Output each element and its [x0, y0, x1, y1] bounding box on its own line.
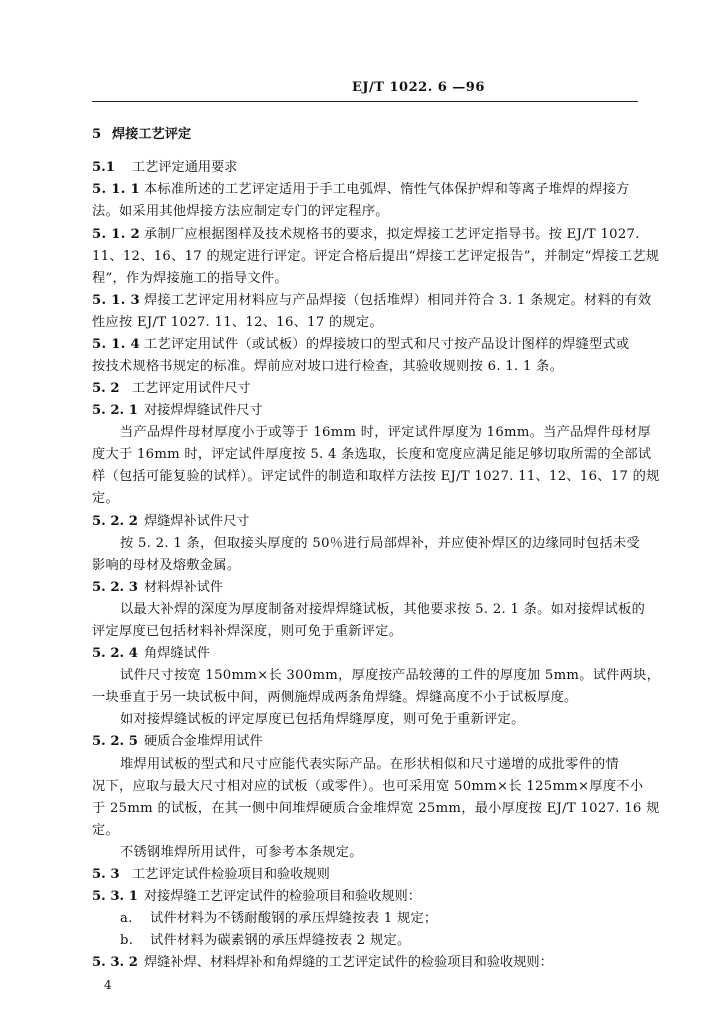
list-item-text: 试件材料为不锈耐酸钢的承压焊缝按表 1 规定；: [150, 911, 438, 926]
paragraph-5-2-4-line: 如对接焊缝试板的评定厚度已包括角焊缝厚度，则可免于重新评定。: [120, 712, 525, 727]
section-title: 工艺评定用试件尺寸: [132, 381, 251, 396]
clause-number: 5. 2. 5: [92, 734, 138, 749]
clause-number: 5. 2. 1: [92, 403, 138, 418]
section-5-1-heading: [92, 157, 238, 179]
clause-title: 角焊缝试件: [144, 646, 210, 661]
paragraph-5-1-2-line: 程”，作为焊接施工的指导文件。: [92, 271, 288, 286]
paragraph-text: 工艺评定用试件（或试板）的焊接坡口的型式和尺寸按产品设计图样的焊缝型式或: [144, 337, 630, 352]
paragraph-text: 焊接工艺评定用材料应与产品焊接（包括堆焊）相同并符合 3. 1 条规定。材料的有效: [144, 293, 652, 308]
paragraph-5-1-4-line: 按技术规格书规定的标准。焊前应对坡口进行检查，其验收规则按 6. 1. 1 条。: [92, 359, 564, 374]
clause-number: 5. 2. 4: [92, 646, 138, 661]
clause-number: 5. 1. 2: [92, 227, 140, 242]
paragraph-5-2-5-line: 于 25mm 的试板，在其一侧中间堆焊硬质合金堆焊宽 25mm，最小厚度按 EJ/T 1027. 16 规: [92, 801, 660, 816]
paragraph-5-1-3-line: 性应按 EJ/T 1027. 11、12、16、17 的规定。: [92, 315, 383, 330]
list-item: [120, 908, 437, 930]
section-number: 5: [92, 127, 102, 142]
list-item: [120, 930, 410, 952]
clause-number: 5. 2. 3: [92, 580, 138, 595]
clause-5-3-2-heading: [92, 952, 553, 974]
paragraph-5-2-4-line: 试件尺寸按宽 150mm×长 300mm，厚度按产品较薄的工件的厚度加 5mm。试件两块，: [120, 668, 661, 683]
paragraph-5-1-4-line: [92, 334, 630, 356]
clause-title: 材料焊补试件: [144, 580, 224, 595]
paragraph-5-1-2-line: 11、12、16、17 的规定进行评定。评定合格后提出“焊接工艺评定报告”，并制定“焊接工艺规: [92, 249, 660, 264]
paragraph-5-2-5-line: 堆焊用试板的型式和尺寸应能代表实际产品。在形状相似和尺寸递增的成批零件的情: [120, 757, 620, 772]
list-marker: b.: [120, 933, 134, 948]
clause-number: 5. 1. 3: [92, 293, 140, 308]
clause-title: 对接焊焊缝试件尺寸: [144, 403, 263, 418]
header-rule: [92, 101, 638, 102]
section-number: 5. 2: [92, 381, 120, 396]
paragraph-5-2-1-line: 度大于 16mm 时，评定试件厚度按 5. 4 条选取，长度和宽度应满足能足够切取所需的全部试: [92, 447, 652, 462]
paragraph-5-2-2-line: 影响的母材及熔敷金属。: [92, 558, 241, 573]
paragraph-5-2-3-line: 以最大补焊的深度为厚度制备对接焊焊缝试板，其他要求按 5. 2. 1 条。如对接焊试板的: [120, 602, 646, 617]
list-marker: a.: [120, 911, 133, 926]
paragraph-5-2-1-line: 样（包括可能复验的试样）。评定试件的制造和取样方法按 EJ/T 1027. 11、12、16、17 的规: [92, 469, 660, 484]
clause-number: 5. 1. 4: [92, 337, 140, 352]
section-5-heading: [92, 124, 191, 146]
paragraph-5-2-3-line: 评定厚度已包括材料补焊深度，则可免于重新评定。: [92, 624, 403, 639]
paragraph-text: 本标准所述的工艺评定适用于手工电弧焊、惰性气体保护焊和等离子堆焊的焊接方: [144, 182, 630, 197]
clause-5-2-1-heading: [92, 400, 263, 422]
paragraph-5-2-1-line: 当产品焊件母材厚度小于或等于 16mm 时，评定试件厚度为 16mm。当产品焊件母材厚: [120, 425, 652, 440]
list-item-text: 试件材料为碳素钢的承压焊缝按表 2 规定。: [150, 933, 411, 948]
paragraph-text: 承制厂应根据图样及技术规格书的要求，拟定焊接工艺评定指导书。按 EJ/T 1027.: [144, 227, 640, 242]
paragraph-5-1-1-line: [92, 179, 630, 201]
paragraph-5-1-3-line: [92, 290, 651, 312]
paragraph-5-1-2-line: [92, 224, 640, 246]
section-5-3-heading: [92, 864, 330, 886]
clause-title: 硬质合金堆焊用试件: [144, 734, 263, 749]
section-number: 5.1: [92, 160, 115, 175]
clause-5-2-5-heading: [92, 731, 263, 753]
section-5-2-heading: [92, 378, 251, 400]
section-title: 工艺评定试件检验项目和验收规则: [132, 867, 330, 882]
clause-number: 5. 1. 1: [92, 182, 140, 197]
paragraph-5-2-5-line: 不锈钢堆焊所用试件，可参考本条规定。: [120, 845, 363, 860]
clause-number: 5. 2. 2: [92, 514, 138, 529]
clause-5-2-4-heading: [92, 643, 210, 665]
section-title: 焊接工艺评定: [112, 127, 192, 142]
section-number: 5. 3: [92, 867, 120, 882]
paragraph-5-2-5-line: 定。: [92, 823, 119, 838]
clause-number: 5. 3. 2: [92, 955, 138, 970]
clause-5-2-2-heading: [92, 511, 250, 533]
clause-5-2-3-heading: [92, 577, 223, 599]
paragraph-5-1-1-line: 法。如采用其他焊接方法应制定专门的评定程序。: [92, 204, 389, 219]
paragraph-5-2-2-line: 按 5. 2. 1 条，但取接头厚度的 50％进行局部焊补，并应使补焊区的边缘同时包括未受: [120, 536, 640, 551]
clause-title: 焊缝焊补试件尺寸: [144, 514, 250, 529]
page-number: 4: [104, 978, 112, 992]
clause-number: 5. 3. 1: [92, 889, 138, 904]
section-title: 工艺评定通用要求: [132, 160, 238, 175]
document-code-header: EJ/T 1022. 6 —96: [352, 80, 485, 95]
clause-title: 焊缝补焊、材料焊补和角焊缝的工艺评定试件的检验项目和验收规则：: [144, 955, 553, 970]
clause-5-3-1-heading: [92, 886, 421, 908]
clause-title: 对接焊缝工艺评定试件的检验项目和验收规则：: [144, 889, 421, 904]
paragraph-5-2-1-line: 定。: [92, 491, 119, 506]
paragraph-5-2-4-line: 一块垂直于另一块试板中间，两侧施焊成两条角焊缝。焊缝高度不小于试板厚度。: [92, 690, 578, 705]
paragraph-5-2-5-line: 况下，应取与最大尺寸相对应的试板（或零件）。也可采用宽 50mm×长 125mm×厚度不小: [92, 779, 644, 794]
